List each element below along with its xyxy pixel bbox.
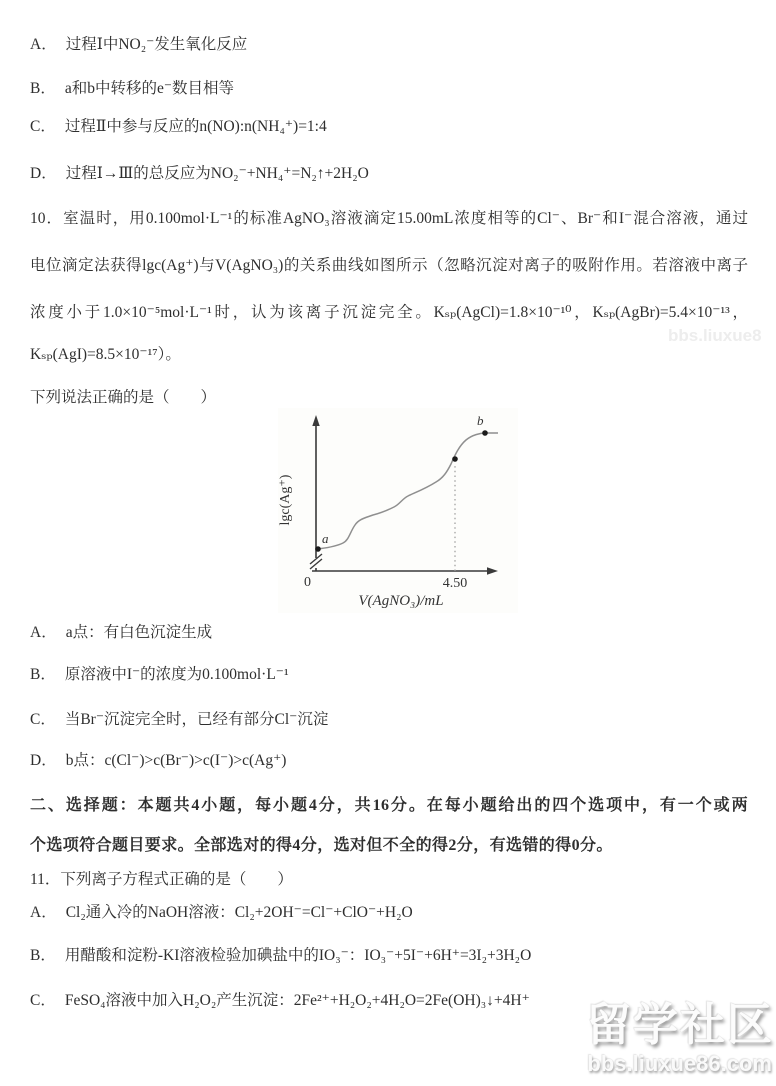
option-text: a和b中转移的e⁻数目相等 <box>64 80 235 97</box>
option-label: B． <box>30 666 56 683</box>
q10-option-c <box>30 708 328 732</box>
option-label: B． <box>30 947 56 964</box>
q10-stem-line4: Kₛₚ(AgI)=8.5×10⁻¹⁷）。 <box>30 346 181 363</box>
titration-curve <box>318 433 498 549</box>
option-text: FeSO₄溶液中加入H₂O₂产生沉淀：2Fe²⁺+H₂O₂+4H₂O=2Fe(OH)₃↓+4H⁺ <box>64 992 530 1009</box>
watermark-faint: bbs.liuxue8 <box>668 326 762 345</box>
q11-title: 11．下列离子方程式正确的是（ ） <box>30 871 293 888</box>
option-text: 过程Ⅰ→Ⅲ的总反应为NO₂⁻+NH₄⁺=N₂↑+2H₂O <box>65 165 369 182</box>
option-text: 当Br⁻沉淀完全时，已经有部分Cl⁻沉淀 <box>64 711 329 728</box>
point-b-label: b <box>477 413 484 428</box>
option-label: C． <box>30 711 56 728</box>
section2-instructions-line2: 个选项符合题目要求。全部选对的得4分，选对但不全的得2分，有选错的得0分。 <box>30 837 613 854</box>
q10-option-d <box>30 749 286 773</box>
option-label: A． <box>30 624 57 641</box>
titration-curve-figure <box>278 408 518 613</box>
x-tick-450: 4.50 <box>442 576 468 591</box>
option-label: C． <box>30 992 56 1009</box>
q11-option-a <box>30 901 413 925</box>
q10-option-b <box>30 663 289 687</box>
option-label: C． <box>30 118 56 135</box>
q10-stem-line2: 电位滴定法获得lgc(Ag⁺)与V(AgNO₃)的关系曲线如图所示（忽略沉淀对离子的吸附作用。若溶液中离子 <box>30 257 748 274</box>
q9-option-d <box>30 162 369 186</box>
option-label: A． <box>30 904 57 921</box>
q9-option-c <box>30 115 327 139</box>
titration-chart <box>278 408 518 613</box>
y-axis-arrow-icon <box>312 415 319 426</box>
q9-option-b <box>30 77 234 101</box>
option-label: D． <box>30 165 57 182</box>
option-text: Cl₂通入冷的NaOH溶液：Cl₂+2OH⁻=Cl⁻+ClO⁻+H₂O <box>65 904 413 921</box>
option-text: 原溶液中I⁻的浓度为0.100mol·L⁻¹ <box>64 666 289 683</box>
y-axis-label: lgc(Ag⁺) <box>278 474 293 526</box>
option-text: 用醋酸和淀粉-KI溶液检验加碘盐中的IO₃⁻：IO₃⁻+5I⁻+6H⁺=3I₂+3H₂O <box>64 947 532 964</box>
option-label: B． <box>30 80 56 97</box>
watermark-brand: 留学社区 <box>585 999 774 1050</box>
point-b-dot <box>482 430 488 436</box>
equivalence-dot <box>452 456 458 462</box>
watermark <box>534 1000 774 1076</box>
origin-label: 0 <box>304 575 311 590</box>
option-label: D． <box>30 752 57 769</box>
q10-stem-line1: 10．室温时，用0.100mol·L⁻¹的标准AgNO₃溶液滴定15.00mL浓度相等的Cl⁻、Br⁻和I⁻混合溶液，通过 <box>30 210 748 227</box>
point-a-label: a <box>322 531 329 546</box>
option-text: a点：有白色沉淀生成 <box>65 624 213 641</box>
q11-option-b <box>30 944 531 968</box>
q10-option-a <box>30 621 212 645</box>
x-axis-arrow-icon <box>487 567 498 574</box>
point-a-dot <box>315 546 321 552</box>
q10-stem-line3: 浓度小于1.0×10⁻⁵mol·L⁻¹时，认为该离子沉淀完全。Kₛₚ(AgCl)=1.8×10⁻¹⁰，Kₛₚ(AgBr)=5.4×10⁻¹³， <box>30 304 748 321</box>
option-label: A． <box>30 36 57 53</box>
q10-prompt: 下列说法正确的是（ ） <box>30 389 217 406</box>
x-axis-label: V(AgNO₃)/mL <box>358 593 444 609</box>
watermark-site: bbs.liuxue86.com <box>587 1050 772 1076</box>
q11-option-c <box>30 989 530 1013</box>
q9-option-a <box>30 33 247 57</box>
option-text: 过程Ⅱ中参与反应的n(NO):n(NH₄⁺)=1:4 <box>64 118 327 135</box>
section2-instructions-line1: 二、选择题：本题共4小题，每小题4分，共16分。在每小题给出的四个选项中，有一个或两 <box>30 797 748 814</box>
option-text: b点：c(Cl⁻)>c(Br⁻)>c(I⁻)>c(Ag⁺) <box>65 752 287 769</box>
option-text: 过程Ⅰ中NO₂⁻发生氧化反应 <box>65 36 248 53</box>
